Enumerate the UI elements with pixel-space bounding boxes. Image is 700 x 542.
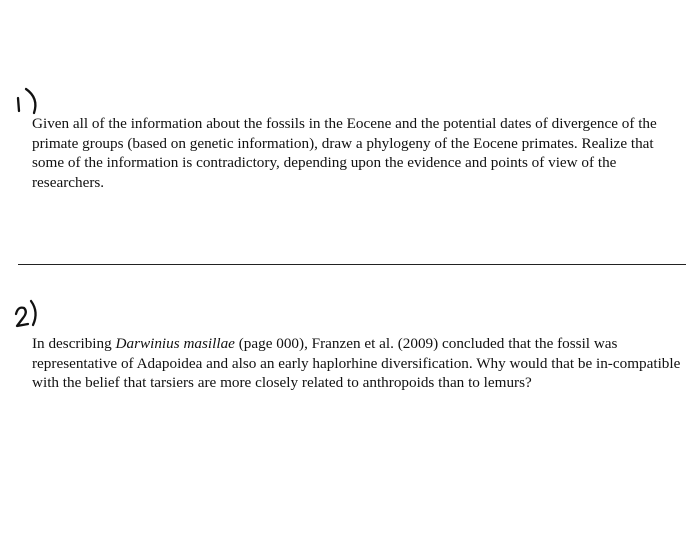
section-divider bbox=[18, 264, 686, 265]
handwritten-two-paren-icon bbox=[14, 296, 54, 336]
question-1-text: Given all of the information about the fossils in the Eocene and the potential dates of divergence of the primate groups (based on genetic information), draw a phylogeny of the Eocene primates. Realize that some of the information is contradictory, depending upon the evidence and points of view of the researchers. bbox=[32, 115, 657, 191]
species-name: Darwinius masillae bbox=[115, 335, 235, 352]
question-2-text-before: In describing bbox=[32, 335, 116, 352]
question-2-text bbox=[32, 334, 682, 393]
question-2-text-after: (page 000), Franzen et al. (2009) concluded that the fossil was representative of Adapoidea and also an early haplorhine diversification. Why would that be in-compatible with the belief that tarsiers are more closely related to anthropoids than to lemurs? bbox=[32, 335, 681, 392]
handwritten-number-2 bbox=[14, 296, 54, 336]
